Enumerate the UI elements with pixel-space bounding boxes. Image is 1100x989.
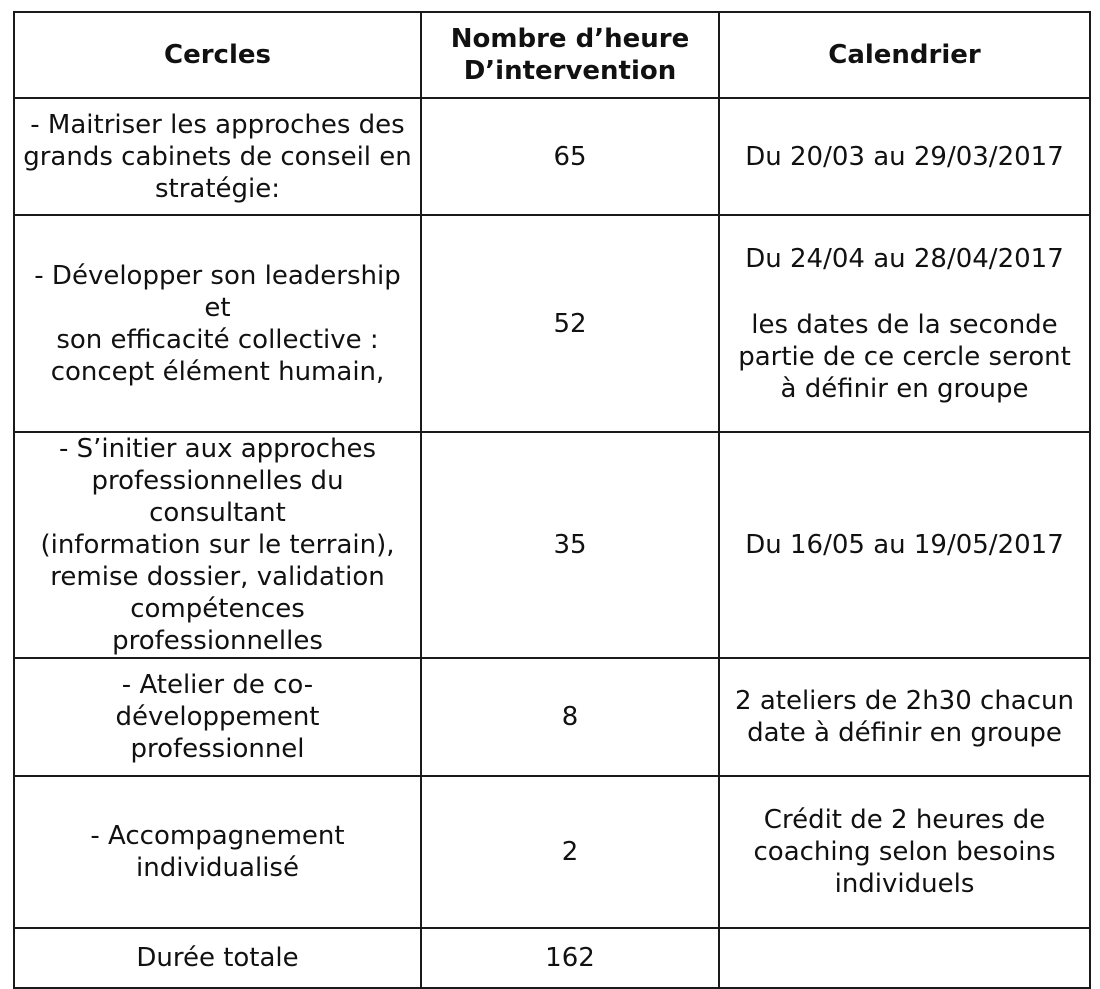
heures-value: 65: [553, 141, 587, 172]
cercle-cell: [14, 432, 421, 658]
cercle-line: grands cabinets de conseil en: [23, 141, 412, 172]
calendrier-cell: [719, 658, 1090, 776]
total-calendrier-cell: [719, 928, 1090, 988]
calendrier-cell: [719, 776, 1090, 928]
heures-cell: [421, 98, 719, 215]
total-heures-value: 162: [545, 943, 595, 973]
header-calendrier-label: Calendrier: [828, 40, 981, 70]
cercle-line: - Accompagnement: [90, 821, 345, 851]
cercle-line: - Développer son leadership et: [34, 260, 401, 323]
header-heures-line2: D’intervention: [463, 56, 677, 86]
calendrier-line: Crédit de 2 heures de: [763, 805, 1046, 835]
calendrier-line: à définir en groupe: [780, 373, 1029, 404]
cercle-line: professionnelles du consultant: [91, 466, 344, 528]
table-row: [14, 658, 1090, 776]
cercle-line: (information sur le terrain),: [40, 530, 395, 560]
table-row: [14, 98, 1090, 215]
total-heures-cell: [421, 928, 719, 988]
cercle-line: individualisé: [136, 853, 299, 883]
schedule-table: [13, 11, 1091, 989]
cercle-cell: [14, 215, 421, 432]
calendrier-line: coaching selon besoins: [753, 837, 1056, 867]
calendrier-line: date à définir en groupe: [747, 718, 1062, 748]
header-row: [14, 12, 1090, 98]
calendrier-spacer: [726, 275, 1083, 309]
heures-value: 8: [561, 702, 579, 732]
calendrier-line: Du 20/03 au 29/03/2017: [745, 141, 1064, 172]
header-cercles: [14, 12, 421, 98]
cercle-line: - Maitriser les approches des: [30, 109, 405, 140]
table-row: [14, 776, 1090, 928]
cercle-line: stratégie:: [154, 173, 281, 204]
total-label: Durée totale: [136, 943, 299, 973]
cercle-cell: [14, 776, 421, 928]
calendrier-cell: [719, 98, 1090, 215]
calendrier-line: les dates de la seconde: [751, 309, 1058, 340]
heures-cell: [421, 776, 719, 928]
table-row: [14, 215, 1090, 432]
cercle-line: - S’initier aux approches: [58, 434, 377, 464]
total-label-cell: [14, 928, 421, 988]
heures-value: 52: [553, 308, 587, 339]
cercle-cell: [14, 658, 421, 776]
cercle-line: remise dossier, validation: [50, 562, 385, 592]
calendrier-line: individuels: [834, 869, 975, 899]
cercle-line: son efficacité collective :: [56, 324, 379, 355]
header-calendrier: [719, 12, 1090, 98]
header-heures-line1: Nombre d’heure: [450, 24, 690, 54]
cercle-line: - Atelier de co-développement: [115, 670, 320, 732]
cercle-line: concept élément humain,: [50, 356, 385, 387]
calendrier-cell: [719, 215, 1090, 432]
calendrier-cell: [719, 432, 1090, 658]
calendrier-line: Du 16/05 au 19/05/2017: [745, 530, 1064, 560]
heures-cell: [421, 215, 719, 432]
heures-value: 2: [561, 837, 579, 867]
cercle-line: compétences professionnelles: [112, 594, 323, 656]
header-cercles-label: Cercles: [164, 40, 271, 70]
header-heures: [421, 12, 719, 98]
calendrier-line: Du 24/04 au 28/04/2017: [745, 243, 1064, 274]
cercle-line: professionnel: [130, 734, 305, 764]
heures-cell: [421, 658, 719, 776]
cercle-cell: [14, 98, 421, 215]
table-row: [14, 432, 1090, 658]
heures-cell: [421, 432, 719, 658]
total-row: [14, 928, 1090, 988]
calendrier-line: 2 ateliers de 2h30 chacun: [735, 686, 1074, 716]
heures-value: 35: [553, 530, 587, 560]
calendrier-line: partie de ce cercle seront: [738, 341, 1071, 372]
